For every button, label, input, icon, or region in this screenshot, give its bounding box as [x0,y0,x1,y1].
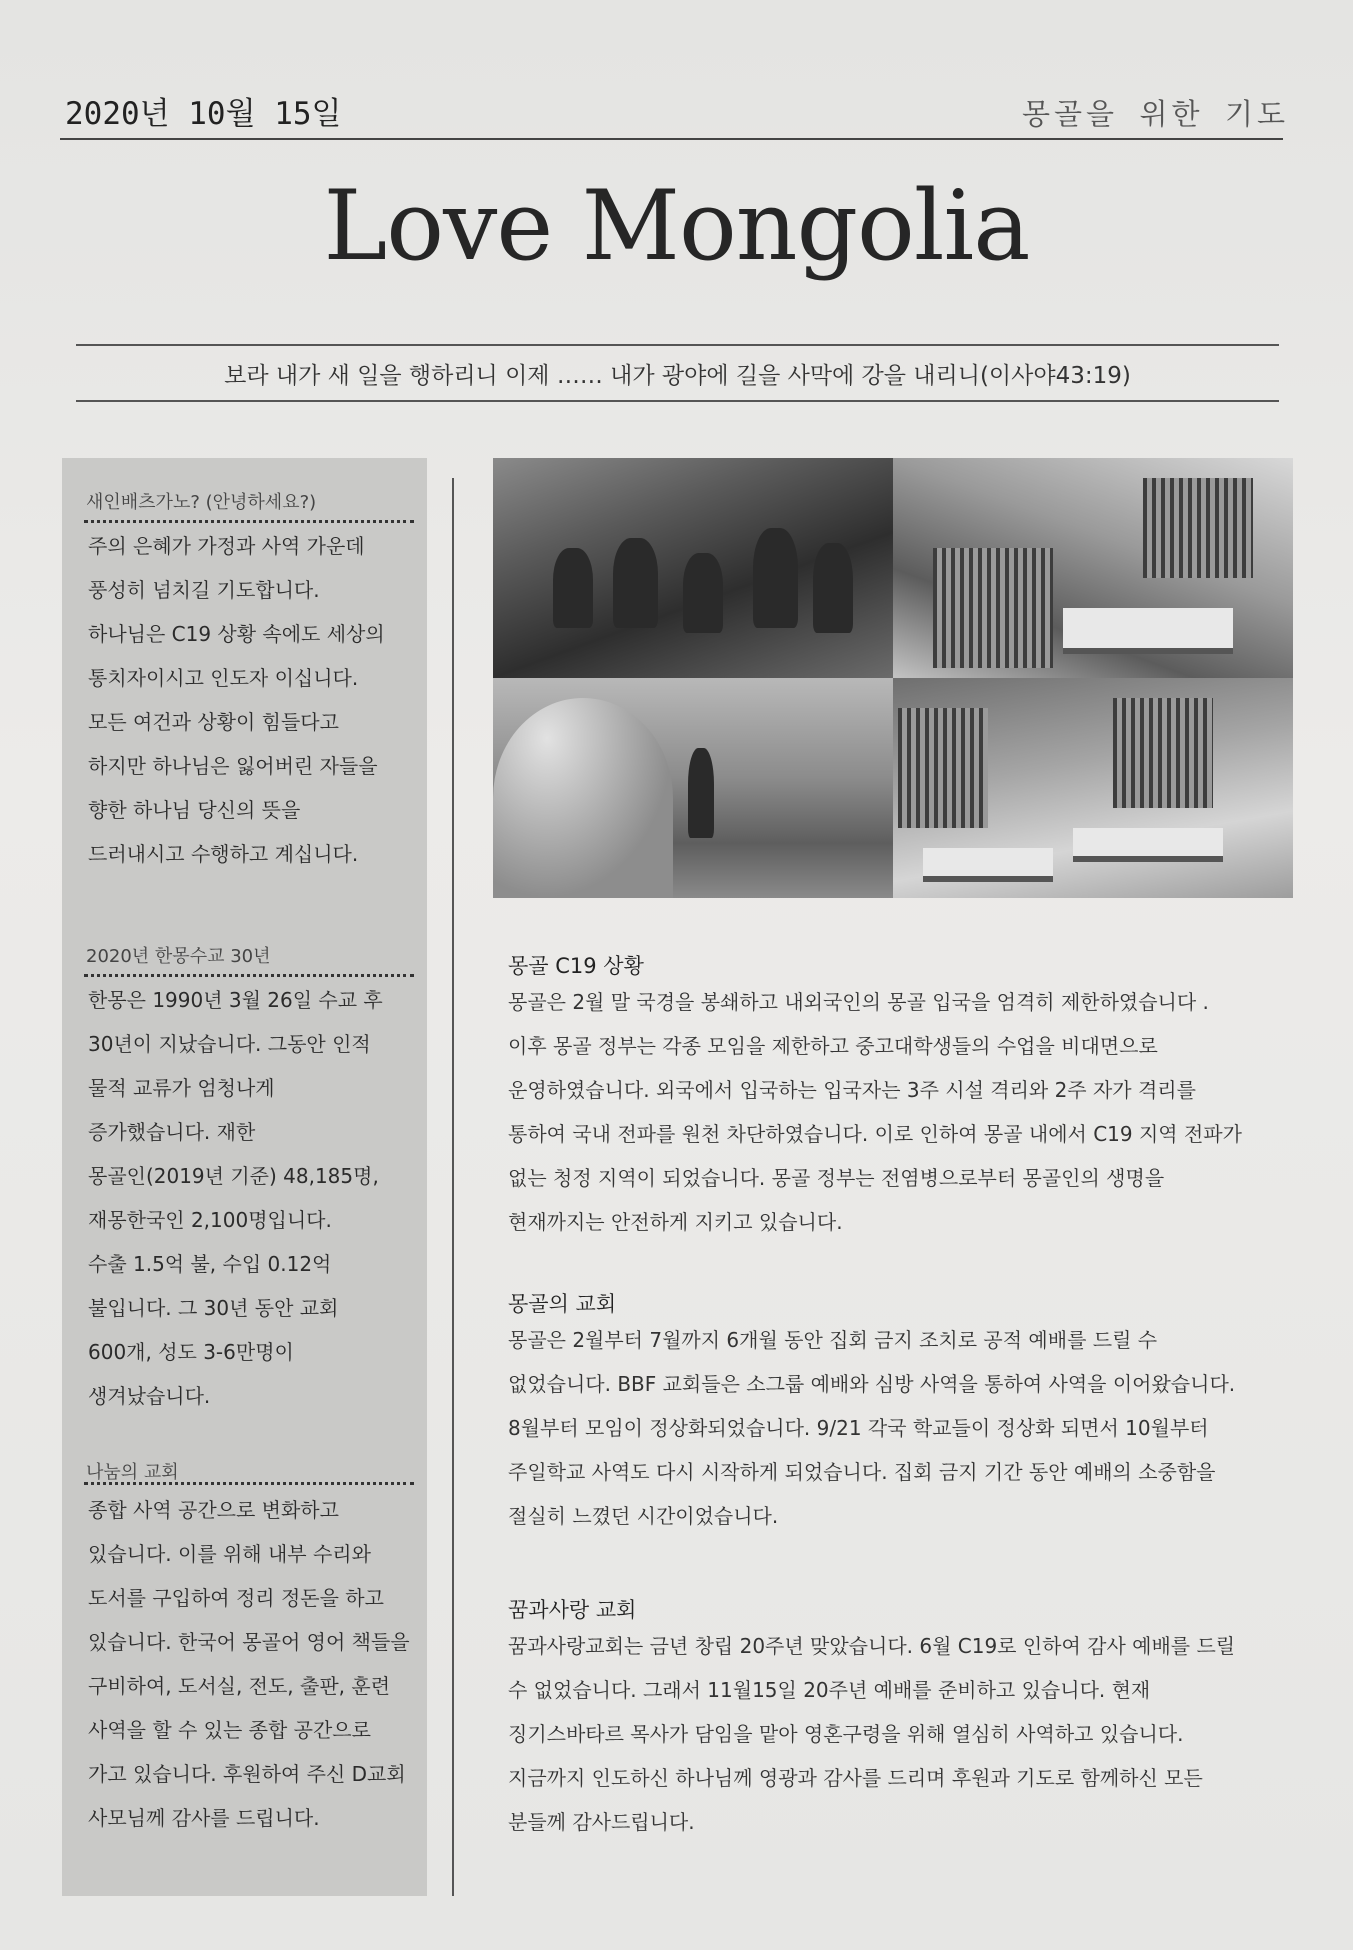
sidebar-section-title: 새인배츠가노? (안녕하세요?) [86,492,317,513]
bookshelf [1113,698,1213,808]
text-line: 모든 여건과 상황이 힘들다고 [88,710,339,734]
text-line: 구비하여, 도서실, 전도, 출판, 훈련 [88,1674,391,1698]
text-line: 몽골은 2월부터 7월까지 6개월 동안 집회 금지 조치로 공적 예배를 드릴 수 [508,1328,1158,1352]
sidebar [62,458,427,1896]
text-line: 있습니다. 이를 위해 내부 수리와 [88,1542,371,1566]
sidebar-section-body [88,524,418,876]
text-line: 8월부터 모임이 정상화되었습니다. 9/21 각국 학교들이 정상화 되면서 10월부터 [508,1416,1209,1440]
text-line: 통치자이시고 인도자 이십니다. [88,666,359,690]
table [1073,828,1223,862]
text-line: 지금까지 인도하신 하나님께 영광과 감사를 드리며 후원과 기도로 함께하신 모든 [508,1766,1203,1790]
verse-rule-top [76,344,1279,346]
text-line: 향한 하나님 당신의 뜻을 [88,798,301,822]
sidebar-section-title: 나눔의 교회 [86,1462,179,1483]
text-line: 하나님은 C19 상황 속에도 세상의 [88,622,385,646]
person-figure [613,538,658,628]
article-body [508,980,1318,1244]
issue-date: 2020년 10월 15일 [65,96,342,132]
dotted-divider [84,520,414,523]
photo-collage [493,458,1293,898]
text-line: 통하여 국내 전파를 원천 차단하였습니다. 이로 인하여 몽골 내에서 C19 지역 전파가 [508,1122,1242,1146]
text-line: 주일학교 사역도 다시 시작하게 되었습니다. 집회 금지 기간 동안 예배의 소중함을 [508,1460,1216,1484]
text-line: 없었습니다. BBF 교회들은 소그룹 예배와 심방 사역을 통하여 사역을 이어왔습니다. [508,1372,1236,1396]
text-line: 주의 은혜가 가정과 사역 가운데 [88,534,365,558]
sidebar-section-title: 2020년 한몽수교 30년 [86,946,271,967]
dotted-divider [84,1482,414,1485]
person-figure [553,548,593,628]
text-line: 풍성히 넘치길 기도합니다. [88,578,320,602]
text-line: 한몽은 1990년 3월 26일 수교 후 [88,988,383,1012]
table [923,848,1053,882]
text-line: 절실히 느꼈던 시간이었습니다. [508,1504,779,1528]
dotted-divider [84,974,414,977]
photo-gathering [493,458,893,678]
text-line: 증가했습니다. 재한 [88,1120,256,1144]
photo-yurt-child [493,678,893,898]
text-line: 꿈과사랑교회는 금년 창립 20주년 맞았습니다. 6월 C19로 인하여 감사 예배를 드릴 [508,1634,1236,1658]
text-line: 종합 사역 공간으로 변화하고 [88,1498,339,1522]
text-line: 드러내시고 수행하고 계십니다. [88,842,359,866]
text-line: 없는 청정 지역이 되었습니다. 몽골 정부는 전염병으로부터 몽골인의 생명을 [508,1166,1165,1190]
article-heading: 몽골의 교회 [508,1292,617,1316]
bookshelf [1143,478,1253,578]
text-line: 현재까지는 안전하게 지키고 있습니다. [508,1210,843,1234]
text-line: 불입니다. 그 30년 동안 교회 [88,1296,339,1320]
photo-library-room [893,458,1293,678]
photo-classroom [893,678,1293,898]
article [508,950,1318,1244]
text-line: 도서를 구입하여 정리 정돈을 하고 [88,1586,384,1610]
text-line: 600개, 성도 3-6만명이 [88,1340,294,1364]
header-rule [60,138,1283,140]
article-body [508,1318,1318,1538]
article [508,1594,1318,1844]
text-line: 있습니다. 한국어 몽골어 영어 책들을 [88,1630,410,1654]
article-heading: 몽골 C19 상황 [508,954,644,978]
text-line: 수 없었습니다. 그래서 11월15일 20주년 예배를 준비하고 있습니다. 현재 [508,1678,1151,1702]
bookshelf [933,548,1053,668]
sidebar-section-body [88,978,418,1418]
article-heading: 꿈과사랑 교회 [508,1598,637,1622]
sidebar-section-body [88,1488,418,1840]
text-line: 몽골인(2019년 기준) 48,185명, [88,1164,379,1188]
bible-verse: 보라 내가 새 일을 행하리니 이제 …… 내가 광야에 길을 사막에 강을 내리니(이사야43:19) [224,363,1131,389]
article-body [508,1624,1318,1844]
text-line: 분들께 감사드립니다. [508,1810,695,1834]
bookshelf [898,708,988,828]
text-line: 이후 몽골 정부는 각종 모임을 제한하고 중고대학생들의 수업을 비대면으로 [508,1034,1158,1058]
text-line: 가고 있습니다. 후원하여 주신 D교회 [88,1762,406,1786]
text-line: 사역을 할 수 있는 종합 공간으로 [88,1718,371,1742]
person-figure [753,528,798,628]
yurt [493,698,673,898]
newsletter-title: Love Mongolia [323,170,1030,282]
text-line: 수출 1.5억 불, 수입 0.12억 [88,1252,332,1276]
text-line: 사모님께 감사를 드립니다. [88,1806,320,1830]
column-divider [452,478,454,1896]
series-title: 몽골을 위한 기도 [1021,97,1289,131]
verse-rule-bottom [76,400,1279,402]
text-line: 하지만 하나님은 잃어버린 자들을 [88,754,378,778]
text-line: 운영하였습니다. 외국에서 입국하는 입국자는 3주 시설 격리와 2주 자가 격리를 [508,1078,1196,1102]
table [1063,608,1233,654]
text-line: 생겨났습니다. [88,1384,211,1408]
text-line: 30년이 지났습니다. 그동안 인적 [88,1032,371,1056]
text-line: 징기스바타르 목사가 담임을 맡아 영혼구령을 위해 열심히 사역하고 있습니다. [508,1722,1184,1746]
text-line: 물적 교류가 엄청나게 [88,1076,275,1100]
child-figure [688,748,714,838]
person-figure [683,553,723,633]
article [508,1288,1318,1538]
text-line: 몽골은 2월 말 국경을 봉쇄하고 내외국인의 몽골 입국을 엄격히 제한하였습니다 . [508,990,1209,1014]
person-figure [813,543,853,633]
text-line: 재몽한국인 2,100명입니다. [88,1208,332,1232]
